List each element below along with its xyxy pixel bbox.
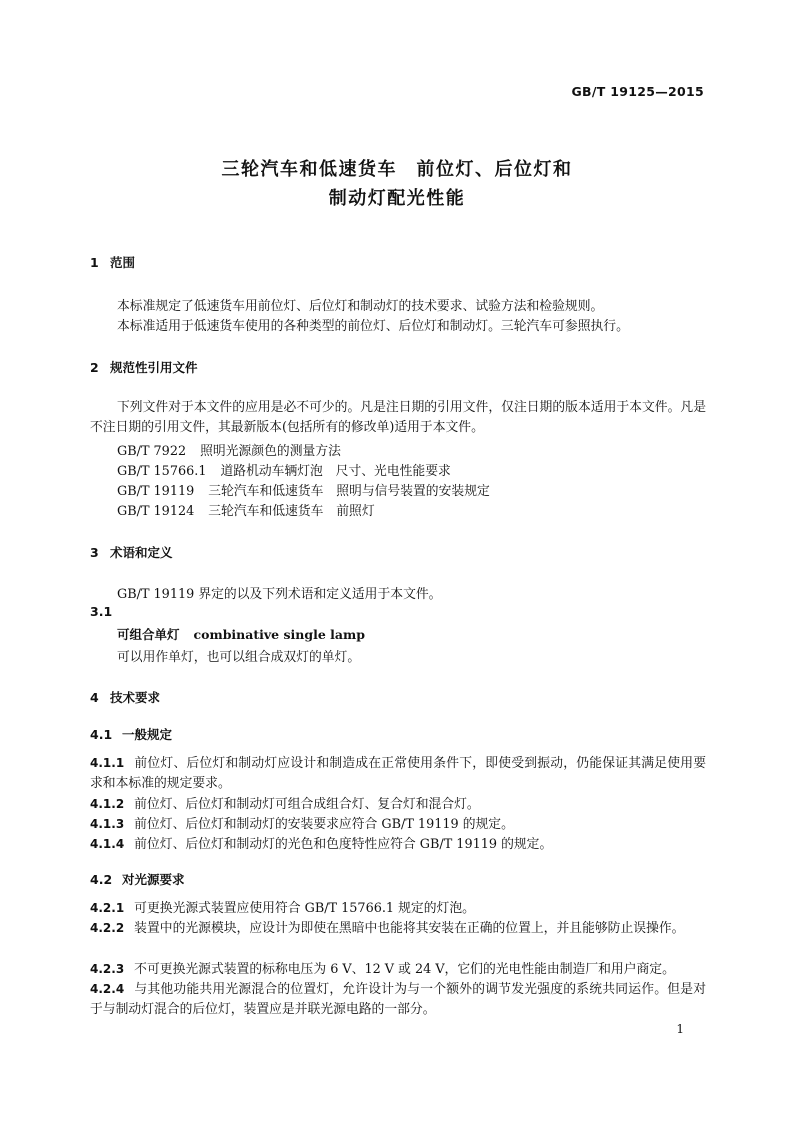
clause — [90, 795, 706, 815]
clause-text: 前位灯、后位灯和制动灯的安装要求应符合 GB/T 19119 的规定。 — [134, 817, 514, 832]
document-title-line-1: 三轮汽车和低速货车 前位灯、后位灯和 — [221, 159, 573, 180]
standard-number: GB/T 19125—2015 — [571, 84, 704, 99]
clause-text: 前位灯、后位灯和制动灯应设计和制造成在正常使用条件下，即使受到振动，仍能保证其满足使用要求和本标准的规定要求。 — [90, 756, 706, 791]
clause — [90, 919, 706, 939]
clause-text: 前位灯、后位灯和制动灯的光色和色度特性应符合 GB/T 19119 的规定。 — [134, 837, 553, 852]
term-entry — [117, 625, 365, 643]
section-number: 1 — [90, 255, 99, 270]
subsection-title: 对光源要求 — [122, 872, 185, 887]
term-number: 3.1 — [90, 604, 113, 619]
section-number: 3 — [90, 545, 99, 560]
clause — [90, 815, 706, 835]
section-number: 2 — [90, 360, 99, 375]
reference-item — [117, 460, 451, 479]
term-english: combinative single lamp — [193, 627, 365, 642]
section-title: 术语和定义 — [110, 545, 173, 560]
paragraph: GB/T 19119 界定的以及下列术语和定义适用于本文件。 — [117, 587, 442, 602]
subsection-heading-light-source — [90, 870, 185, 888]
paragraph: 本标准适用于低速货车使用的各种类型的前位灯、后位灯和制动灯。三轮汽车可参照执行。 — [117, 319, 629, 334]
term-definition: 可以用作单灯，也可以组合成双灯的单灯。 — [117, 650, 361, 665]
reference-code: GB/T 19119 — [117, 484, 195, 499]
term-chinese: 可组合单灯 — [117, 627, 180, 642]
subsection-heading-general — [90, 725, 172, 743]
clause-number: 4.1.2 — [90, 797, 125, 811]
section-heading-normative-references — [90, 358, 198, 376]
subsection-number: 4.1 — [90, 727, 113, 742]
section-heading-technical-requirements — [90, 688, 160, 706]
clause-number: 4.2.1 — [90, 901, 125, 915]
clause — [90, 980, 706, 1019]
clause — [90, 754, 706, 793]
clause-number: 4.2.2 — [90, 921, 125, 935]
clause-number: 4.2.4 — [90, 982, 125, 996]
clause-text: 前位灯、后位灯和制动灯可组合成组合灯、复合灯和混合灯。 — [134, 797, 480, 812]
reference-title: 三轮汽车和低速货车 照明与信号装置的安装规定 — [208, 484, 490, 499]
reference-item — [117, 480, 490, 499]
section-title: 范围 — [110, 255, 136, 270]
section-number: 4 — [90, 690, 99, 705]
clause-text: 可更换光源式装置应使用符合 GB/T 15766.1 规定的灯泡。 — [134, 901, 475, 916]
clause — [90, 835, 706, 855]
reference-code: GB/T 15766.1 — [117, 464, 207, 479]
clause-text: 不可更换光源式装置的标称电压为 6 V、12 V 或 24 V，它们的光电性能由制造厂和用户商定。 — [134, 962, 675, 977]
reference-code: GB/T 19124 — [117, 504, 195, 519]
subsection-number: 4.2 — [90, 872, 113, 887]
clause-number: 4.2.3 — [90, 962, 125, 976]
page-number: 1 — [676, 1022, 684, 1036]
clause-number: 4.1.4 — [90, 837, 125, 851]
reference-title: 三轮汽车和低速货车 前照灯 — [208, 504, 375, 519]
reference-item — [117, 440, 341, 459]
section-title: 规范性引用文件 — [110, 360, 198, 375]
reference-code: GB/T 7922 — [117, 444, 187, 459]
clause-text: 装置中的光源模块，应设计为即使在黑暗中也能将其安装在正确的位置上，并且能够防止误操作。 — [134, 921, 685, 936]
clause — [90, 899, 706, 919]
clause-text: 与其他功能共用光源混合的位置灯，允许设计为与一个额外的调节发光强度的系统共同运作。但是对于与制动灯混合的后位灯，装置应是并联光源电路的一部分。 — [90, 982, 706, 1017]
clause-number: 4.1.1 — [90, 756, 125, 770]
subsection-title: 一般规定 — [122, 727, 173, 742]
paragraph: 本标准规定了低速货车用前位灯、后位灯和制动灯的技术要求、试验方法和检验规则。 — [117, 299, 604, 314]
section-heading-terms-definitions — [90, 543, 173, 561]
reference-item — [117, 500, 375, 519]
document-title-line-2: 制动灯配光性能 — [328, 188, 466, 209]
clause — [90, 960, 706, 980]
reference-title: 道路机动车辆灯泡 尺寸、光电性能要求 — [220, 464, 451, 479]
paragraph: 下列文件对于本文件的应用是必不可少的。凡是注日期的引用文件，仅注日期的版本适用于本文件。凡是不注日期的引用文件，其最新版本(包括所有的修改单)适用于本文件。 — [90, 400, 706, 435]
section-title: 技术要求 — [110, 690, 161, 705]
reference-title: 照明光源颜色的测量方法 — [200, 444, 341, 459]
section-heading-scope — [90, 253, 135, 271]
clause-number: 4.1.3 — [90, 817, 125, 831]
